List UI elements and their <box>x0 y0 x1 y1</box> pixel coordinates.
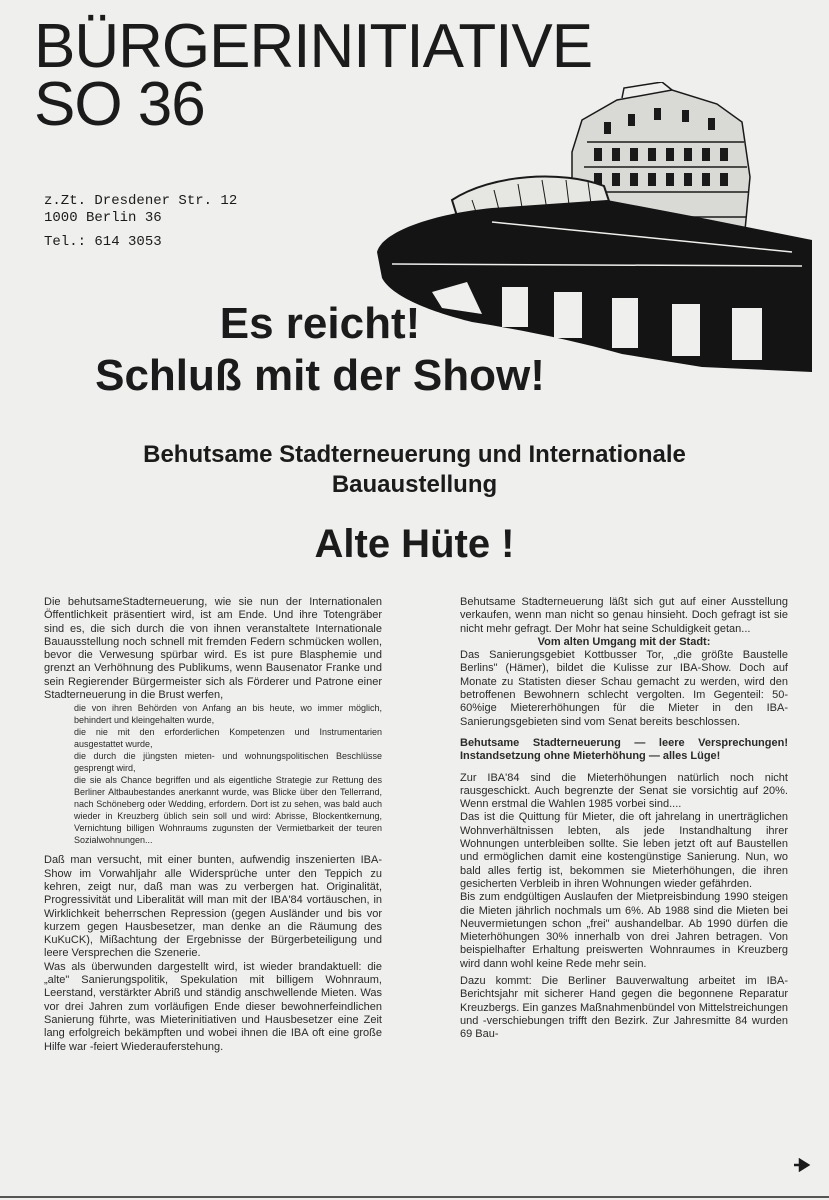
bottom-rule <box>0 1196 829 1198</box>
right-paragraph-2: Das Sanierungsgebiet Kottbusser Tor, „die größte Baustelle Berlins" (Hämer), bildet die Kulisse zur IBA-Show. Doch auf Monate zu Statisten dieser Schau gemacht zu werden, wird den betroffenen Bewohnern schlecht vergolten. Im Gegenteil: 50-60%ige Mietererhöhungen für die Mieter in den IBA-Sanierungsgebieten sind vom Senat bereits beschlossen. <box>460 649 788 728</box>
phone-number: Tel.: 614 3053 <box>44 234 162 250</box>
right-paragraph-4: Das ist die Quittung für Mieter, die oft jahrelang in unerträglichen Wohnverhältnissen lebten, als jede Instandhaltung ihrer Wohnungen unterbleiben sollte. Sie leben jetzt oft auf Baustellen und ermöglichen damit eine kostengünstige Sanierung. Nun, wo bald alles fertig ist, bekommen sie Mieterhöhungen, die ihren gesicherten Verbleib in ihren Wohnungen wieder gefährden. <box>460 811 788 890</box>
left-paragraph-2: Daß man versucht, mit einer bunten, aufwendig inszenierten IBA-Show im Vorwahljahr alle Widersprüche unter den Teppich zu kehren, zeigt nur, daß man was zu verbergen hat. Originalität, Progressivität und Liberalität will man mit der IBA'84 vortäuschen, in Wirklichkeit beherrschen Repression (gegen Ausländer und bis vor kurzem gegen Hausbesetzer, man denke an die Räumung des KuKuCK), Mißachtung der Ergebnisse der Bürgerbeteiligung und leere Versprechen die Szenerie. <box>44 854 382 960</box>
section-heading-2: Behutsame Stadterneuerung — leere Versprechungen! Instandsetzung ohne Mieterhöhung — alles Lüge! <box>460 736 788 763</box>
subhead-line2: Bauaustellung <box>331 471 498 498</box>
subhead-line1: Behutsame Stadterneuerung und Internationale <box>143 441 686 468</box>
indented-item-2: die nie mit den erforderlichen Kompetenzen und Instrumentarien ausgestattet wurde, <box>74 727 382 750</box>
arrow-right-icon <box>792 1158 812 1172</box>
indented-list <box>44 702 382 846</box>
address-line2: 1000 Berlin 36 <box>44 210 162 226</box>
subhead <box>0 440 829 500</box>
masthead-title-line2: SO 36 <box>34 70 205 139</box>
address-block <box>44 193 237 251</box>
subtitle: Alte Hüte ! <box>314 522 515 566</box>
right-paragraph-1: Behutsame Stadterneuerung läßt sich gut auf einer Ausstellung verkaufen, wenn man nicht so genau hinsieht. Doch gefragt ist sie nicht mehr gefragt. Der Mohr hat seine Schuldigkeit getan... <box>460 596 788 635</box>
headline <box>0 298 640 402</box>
left-paragraph-3: Was als überwunden dargestellt wird, ist wieder brandaktuell: die „alte" Sanierungspolitik, Spekulation mit billigem Wohnraum, Leerstand, verstärkter Abriß und ständig anschwellende Mieten. Was vor drei Jahren zum vorläufigen Ende dieser bewohnerfeindlichen Sanierung führte, was Mieterinitiativen und Hausbesetzer eine Zeit lang erfolgreich bekämpften und wobei ihnen die IBA oft eine große Hilfe war -feiert Wiederauferstehung. <box>44 960 382 1053</box>
headline-line1: Es reicht! <box>219 299 421 348</box>
right-paragraph-5: Bis zum endgültigen Auslaufen der Mietpreisbindung 1990 steigen die Mieten jährlich nochmals um 6%. Ab 1988 sind die Mieten bei Neuvermietungen schon „frei" aushandelbar. Ab 1990 dürfen die Mieterhöhungen 30% innerhalb von drei Jahren betragen. Von beispielhafter Erhaltung preiswerten Wohnraumes in Kreuzberg wird dann wohl keine Rede mehr sein. <box>460 891 788 970</box>
headline-line2: Schluß mit der Show! <box>95 351 545 400</box>
right-paragraph-3: Zur IBA'84 sind die Mieterhöhungen natürlich noch nicht rausgeschickt. Auch begrenzte der Senat sie vorsichtig auf 20%. Wenn erstmal die Wahlen 1985 vorbei sind.... <box>460 771 788 811</box>
indented-item-4: die sie als Chance begriffen und als eigentliche Strategie zur Rettung des Berliner Altbaubestandes anerkannt wurde, was Blicke über den Tellerrand, nach Schöneberg oder Wedding, erfordern. Dort ist zu sehen, was bald auch wieder in Kreuzberg üblich sein soll und wird: Abrisse, Blockentkernung, Vernichtung billigen Wohnraums zugunsten der Vermietbarkeit der teuren Sozialwohnungen... <box>74 775 382 846</box>
indented-item-3: die durch die jüngsten mieten- und wohnungspolitischen Beschlüsse gesprengt wird, <box>74 751 382 774</box>
right-paragraph-6: Dazu kommt: Die Berliner Bauverwaltung arbeitet im IBA-Berichtsjahr mit sicherer Hand gegen die begonnene Reparatur Kreuzbergs. Ein ganzes Maßnahmenbündel von Mittelstreichungen und -verschiebungen trifft den Bezirk. Zur Jahresmitte 84 wurden 69 Bau- <box>460 975 788 1041</box>
indented-item-1: die von ihren Behörden von Anfang an bis heute, wo immer möglich, behindert und kleingehalten wurde, <box>74 703 382 726</box>
right-column <box>460 596 788 1042</box>
section-heading-1: Vom alten Umgang mit der Stadt: <box>537 635 711 648</box>
left-paragraph-1: Die behutsameStadterneuerung, wie sie nun der Internationalen Öffentlichkeit präsentiert wird, ist am Ende. Und ihre Totengräber sind es, die sich durch die von ihnen veranstaltete Internationale Bauausstellung noch schnell mit fremden Federn schmücken wollen, bevor die Verwesung spürbar wird. Es ist pure Blasphemie und grenzt an Verhöhnung des Publikums, wenn Bausenator Franke und sein Regierender Bürgermeister sich als Förderer und Patrone einer Stadterneuerung in die Brust werfen, <box>44 596 382 702</box>
left-column <box>44 596 382 1054</box>
address-line1: z.Zt. Dresdener Str. 12 <box>44 193 238 209</box>
masthead-title-line1: BÜRGERINITIATIVE <box>34 12 593 81</box>
